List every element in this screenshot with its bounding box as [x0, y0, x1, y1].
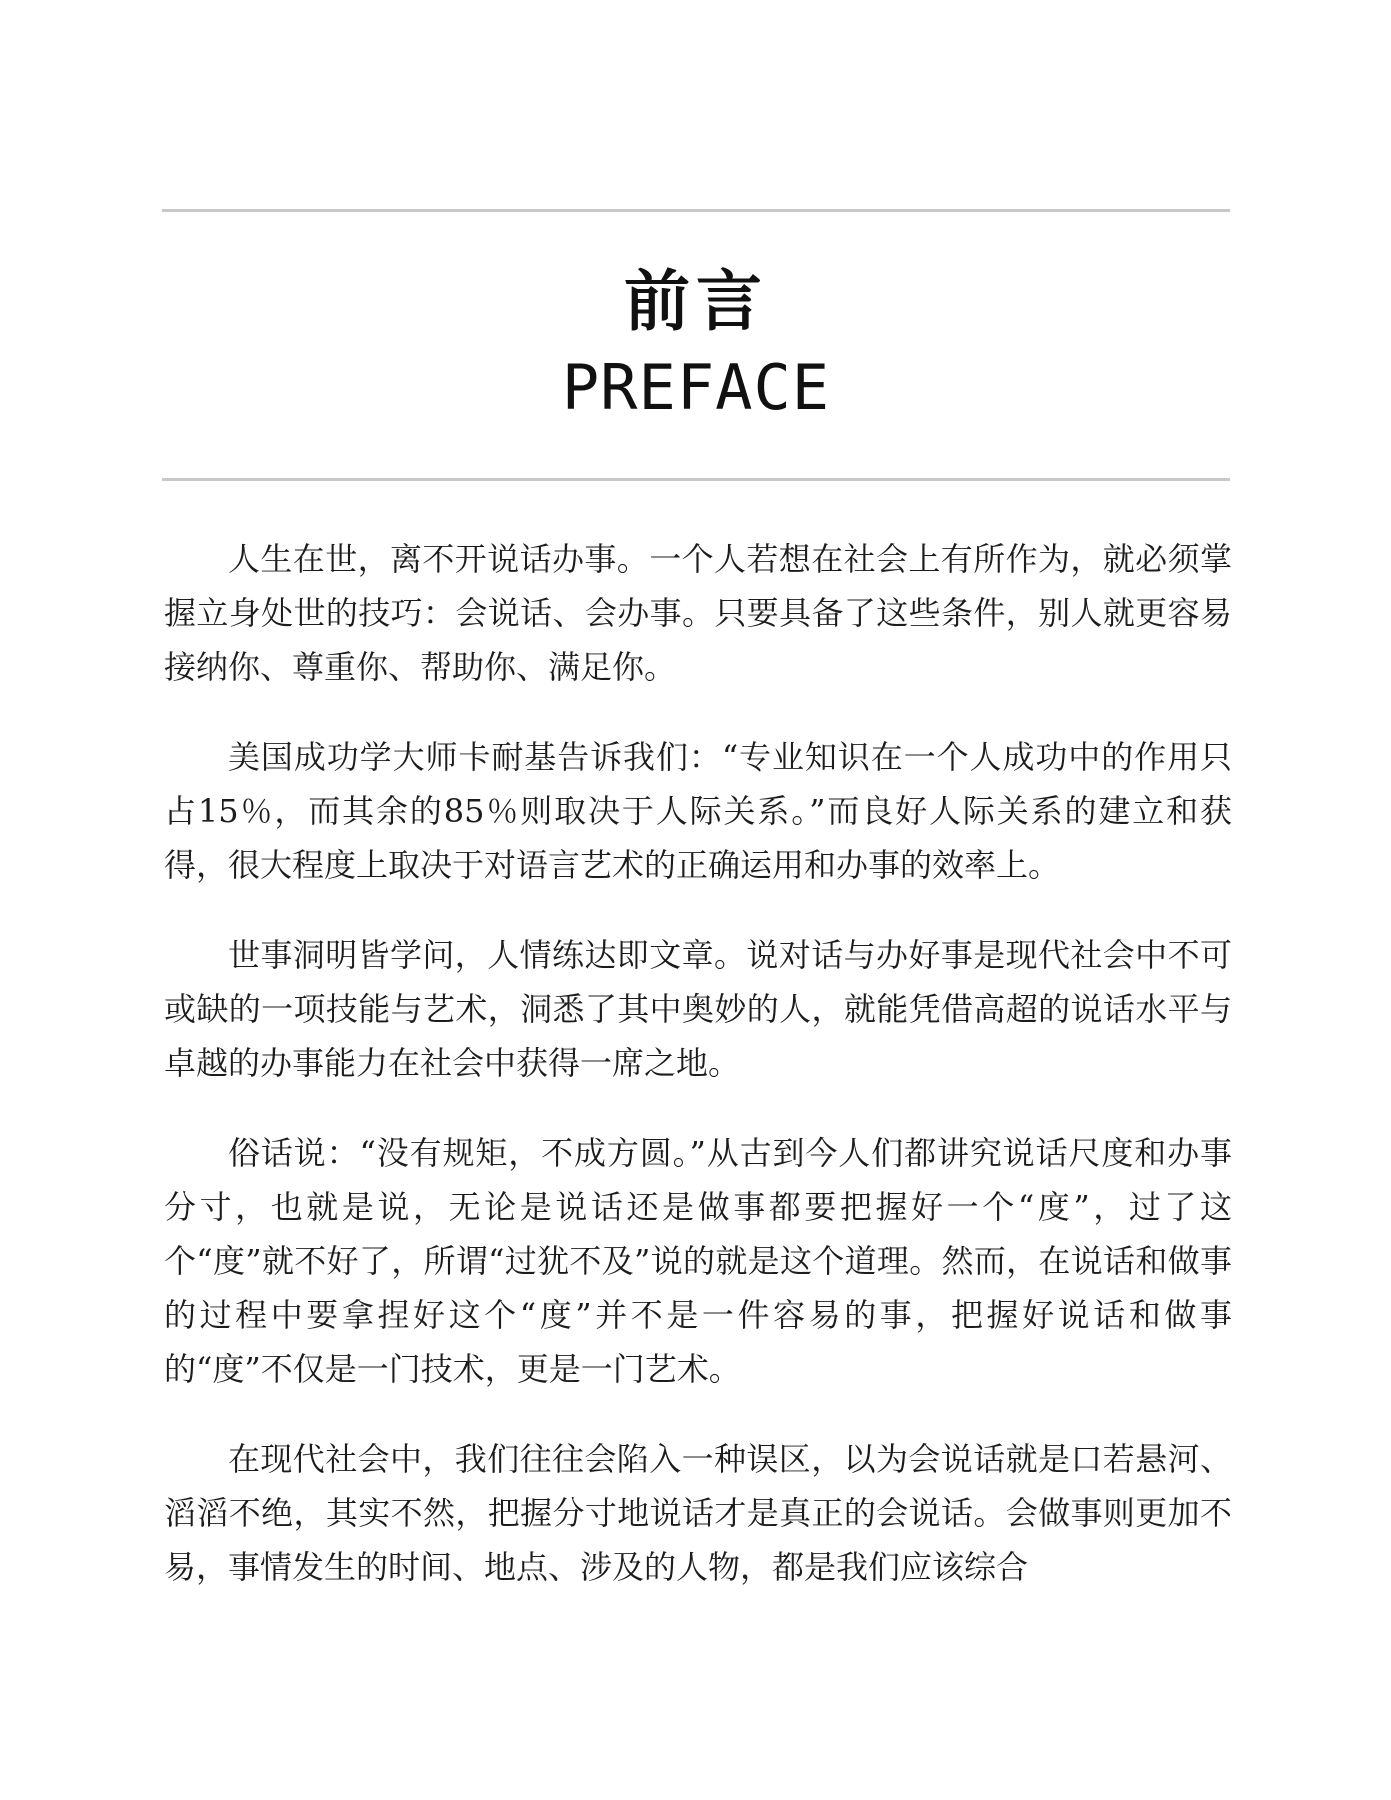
paragraph: 人生在世，离不开说话办事。一个人若想在社会上有所作为，就必须掌握立身处世的技巧：会说话、会办事。只要具备了这些条件，别人就更容易接纳你、尊重你、帮助你、满足你。 [164, 540, 1232, 686]
paragraph: 在现代社会中，我们往往会陷入一种误区，以为会说话就是口若悬河、滔滔不绝，其实不然，把握分寸地说话才是真正的会说话。会做事则更加不易，事情发生的时间、地点、涉及的人物，都是我们应该综合 [164, 1440, 1232, 1586]
paragraph: 俗话说：“没有规矩，不成方圆。”从古到今人们都讲究说话尺度和办事分寸，也就是说，无论是说话还是做事都要把握好一个“度”，过了这个“度”就不好了，所谓“过犹不及”说的就是这个道理。然而，在说话和做事的过程中要拿捏好这个“度”并不是一件容易的事，把握好说话和做事的“度”不仅是一门技术，更是一门艺术。 [164, 1134, 1232, 1388]
bottom-divider [162, 478, 1230, 481]
paragraph: 美国成功学大师卡耐基告诉我们：“专业知识在一个人成功中的作用只占15％，而其余的85％则取决于人际关系。”而良好人际关系的建立和获得，很大程度上取决于对语言艺术的正确运用和办事的效率上。 [164, 738, 1232, 884]
top-divider [162, 209, 1230, 212]
preface-body [164, 532, 1232, 1630]
page-subtitle: PREFACE [561, 351, 831, 424]
paragraph: 世事洞明皆学问，人情练达即文章。说对话与办好事是现代社会中不可或缺的一项技能与艺术，洞悉了其中奥妙的人，就能凭借高超的说话水平与卓越的办事能力在社会中获得一席之地。 [164, 936, 1232, 1082]
page-title: 前言 [624, 263, 768, 340]
page-heading [162, 262, 1230, 426]
